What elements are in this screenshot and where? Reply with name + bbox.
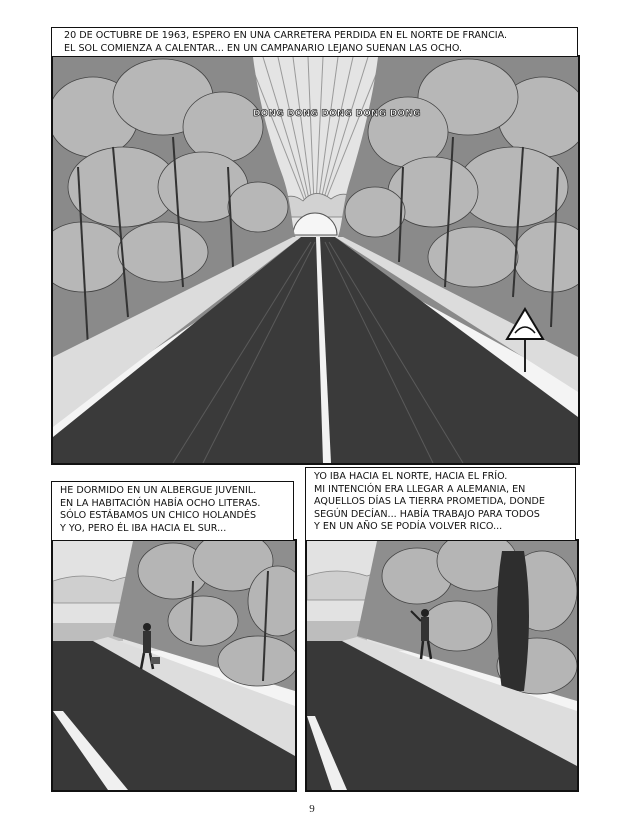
sound-effect-dong: DONG DONG DONG DONG DONG [253, 109, 421, 119]
caption-3-line-1: YO IBA HACIA EL NORTE, HACIA EL FRÍO. [314, 471, 508, 482]
caption-2-line-4: Y YO, PERO ÉL IBA HACIA EL SUR... [60, 522, 227, 534]
caption-2-line-2: EN LA HABITACIÓN HABÍA OCHO LITERAS. [60, 497, 261, 509]
narration-caption-2 [51, 481, 294, 541]
caption-3-line-5: Y EN UN AÑO SE PODÍA VOLVER RICO... [314, 521, 503, 533]
narration-caption-3 [305, 467, 576, 541]
hitchhiker-right-illustration [307, 541, 577, 790]
caption-3-line-2: MI INTENCIÓN ERA LLEGAR A ALEMANIA, EN [314, 483, 526, 495]
hitchhiker-left-illustration [53, 541, 295, 790]
panel-road-sunrise [51, 55, 580, 465]
narration-caption-1 [51, 27, 578, 57]
caption-1-line-1: 20 DE OCTUBRE DE 1963, ESPERO EN UNA CARRETERA PERDIDA EN EL NORTE DE FRANCIA. [64, 30, 508, 41]
panel-hitchhiker-left [51, 539, 297, 792]
caption-2-line-1: HE DORMIDO EN UN ALBERGUE JUVENIL. [60, 485, 257, 496]
caption-3-line-4: SEGÚN DECÍAN... HABÍA TRABAJO PARA TODOS [314, 508, 540, 520]
caption-2-line-3: SÓLO ESTÁBAMOS UN CHICO HOLANDÉS [60, 510, 257, 522]
caption-1-line-2: EL SOL COMIENZA A CALENTAR... EN UN CAMPANARIO LEJANO SUENAN LAS OCHO. [64, 42, 463, 54]
page-number: 9 [309, 803, 315, 815]
panel-hitchhiker-right [305, 539, 579, 792]
caption-3-line-3: AQUELLOS DÍAS LA TIERRA PROMETIDA, DONDE [314, 496, 545, 508]
